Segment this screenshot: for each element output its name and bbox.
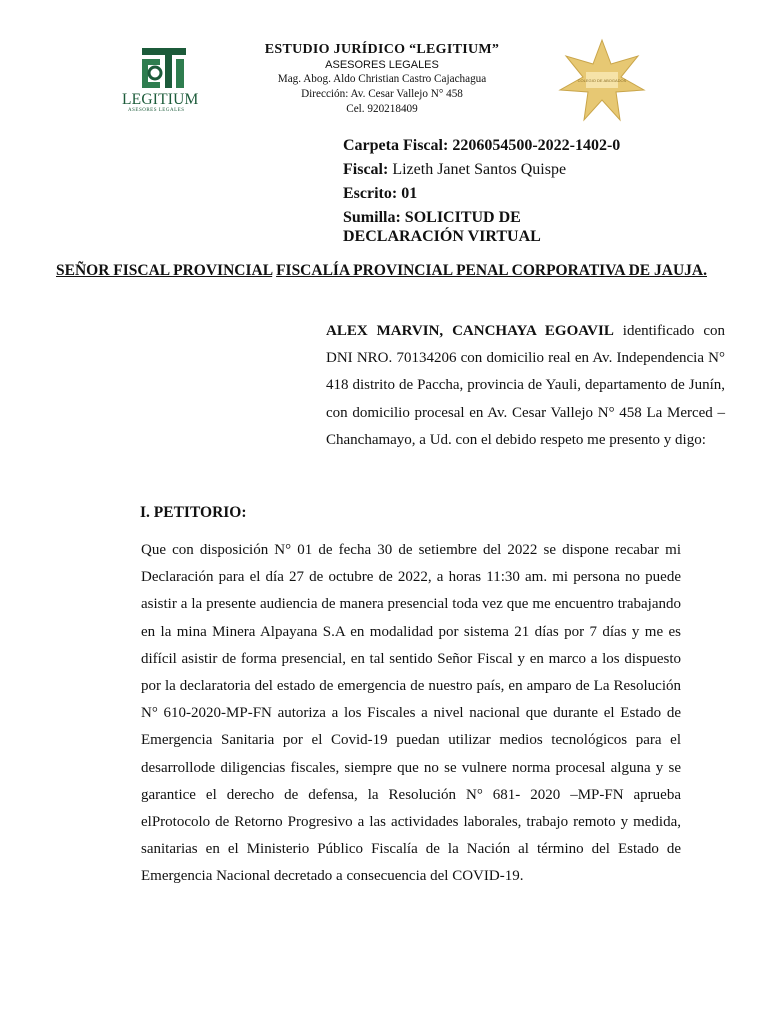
firm-address: Dirección: Av. Cesar Vallejo N° 458 (301, 88, 463, 100)
addressee-office: FISCALÍA PROVINCIAL PENAL CORPORATIVA DE JAUJA. (276, 262, 707, 279)
fiscal-value: Lizeth Janet Santos Quispe (392, 161, 567, 178)
legitium-logo (116, 42, 212, 120)
case-metadata (343, 134, 703, 246)
firm-subtitle: ASESORES LEGALES (325, 59, 439, 71)
intro-text: identificado con DNI NRO. 70134206 con domicilio real en Av. Independencia N° 418 distrito de Paccha, provincia de Yauli, departamento de Junín, con domicilio procesal en Av. Cesar Vallejo N° 458 La Merced – Chanchamayo, a Ud. con el debido respeto me presento y digo: (326, 323, 726, 448)
sumilla-value-line2: DECLARACIÓN VIRTUAL (343, 228, 541, 245)
bar-association-seal-icon (558, 38, 646, 124)
logo-subtext: ASESORES LEGALES (128, 108, 185, 113)
escrito-label: Escrito: (343, 185, 398, 202)
seal-text: COLEGIO DE ABOGADOS (577, 78, 627, 83)
addressee (56, 258, 716, 284)
addressee-title: SEÑOR FISCAL PROVINCIAL (56, 262, 273, 279)
carpeta-label: Carpeta Fiscal (343, 137, 443, 154)
sumilla-value-line1: SOLICITUD DE (404, 209, 521, 226)
lawyer-name: Mag. Abog. Aldo Christian Castro Cajachagua (277, 73, 487, 85)
legitium-emblem-icon (138, 42, 190, 92)
escrito-row (343, 182, 703, 206)
petitioner-name: ALEX MARVIN, CANCHAYA EGOAVIL (326, 323, 614, 339)
firm-name: ESTUDIO JURÍDICO “LEGITIUM” (264, 42, 500, 57)
petitorio-heading: I. PETITORIO: (140, 504, 247, 521)
sumilla-label: Sumilla: (343, 209, 401, 226)
escrito-value: 01 (401, 185, 418, 202)
sumilla-row (343, 208, 703, 246)
letterhead (232, 42, 532, 117)
logo-wordmark: LEGITIUM (122, 91, 199, 108)
carpeta-value: 2206054500-2022-1402-0 (452, 137, 621, 154)
carpeta-row: Carpeta Fiscal: 2206054500-2022-1402-0 (343, 137, 621, 154)
petitorio-body: Que con disposición N° 01 de fecha 30 de setiembre del 2022 se dispone recabar mi Declaración para el día 27 de octubre de 2022, a horas 11:30 am. mi persona no puede asistir a la presente audiencia de manera presencial toda vez que me encuentro trabajando en la mina Minera Alpayana S.A en modalidad por sistema 21 días por 7 días y me es difícil asistir de forma presencial, en tal sentido Señor Fiscal y en marco a los dispuesto por la declaratoria del estado de emergencia de nuestro país, en amparo de La Resolución N° 610-2020-MP-FN autoriza a los Fiscales a nivel nacional que durante el Estado de Emergencia Sanitaria por el Covid-19 puedan utilizar medios tecnológicos para el desarrollode diligencias fiscales, siempre que no se vulnere norma procesal alguna y se garantice el derecho de defensa, la Resolución N° 681- 2020 –MP-FN aprueba elProtocolo de Retorno Progresivo a las actividades laborales, trabajo remoto y medida, sanitarias en el Ministerio Público Fiscalía de la Nación al término del Estado de Emergencia Nacional decretado a consecuencia del COVID-19. (141, 542, 681, 885)
fiscal-row (343, 158, 703, 182)
fiscal-label: Fiscal: (343, 161, 389, 178)
intro-paragraph (326, 318, 725, 454)
firm-phone: Cel. 920218409 (346, 103, 418, 115)
